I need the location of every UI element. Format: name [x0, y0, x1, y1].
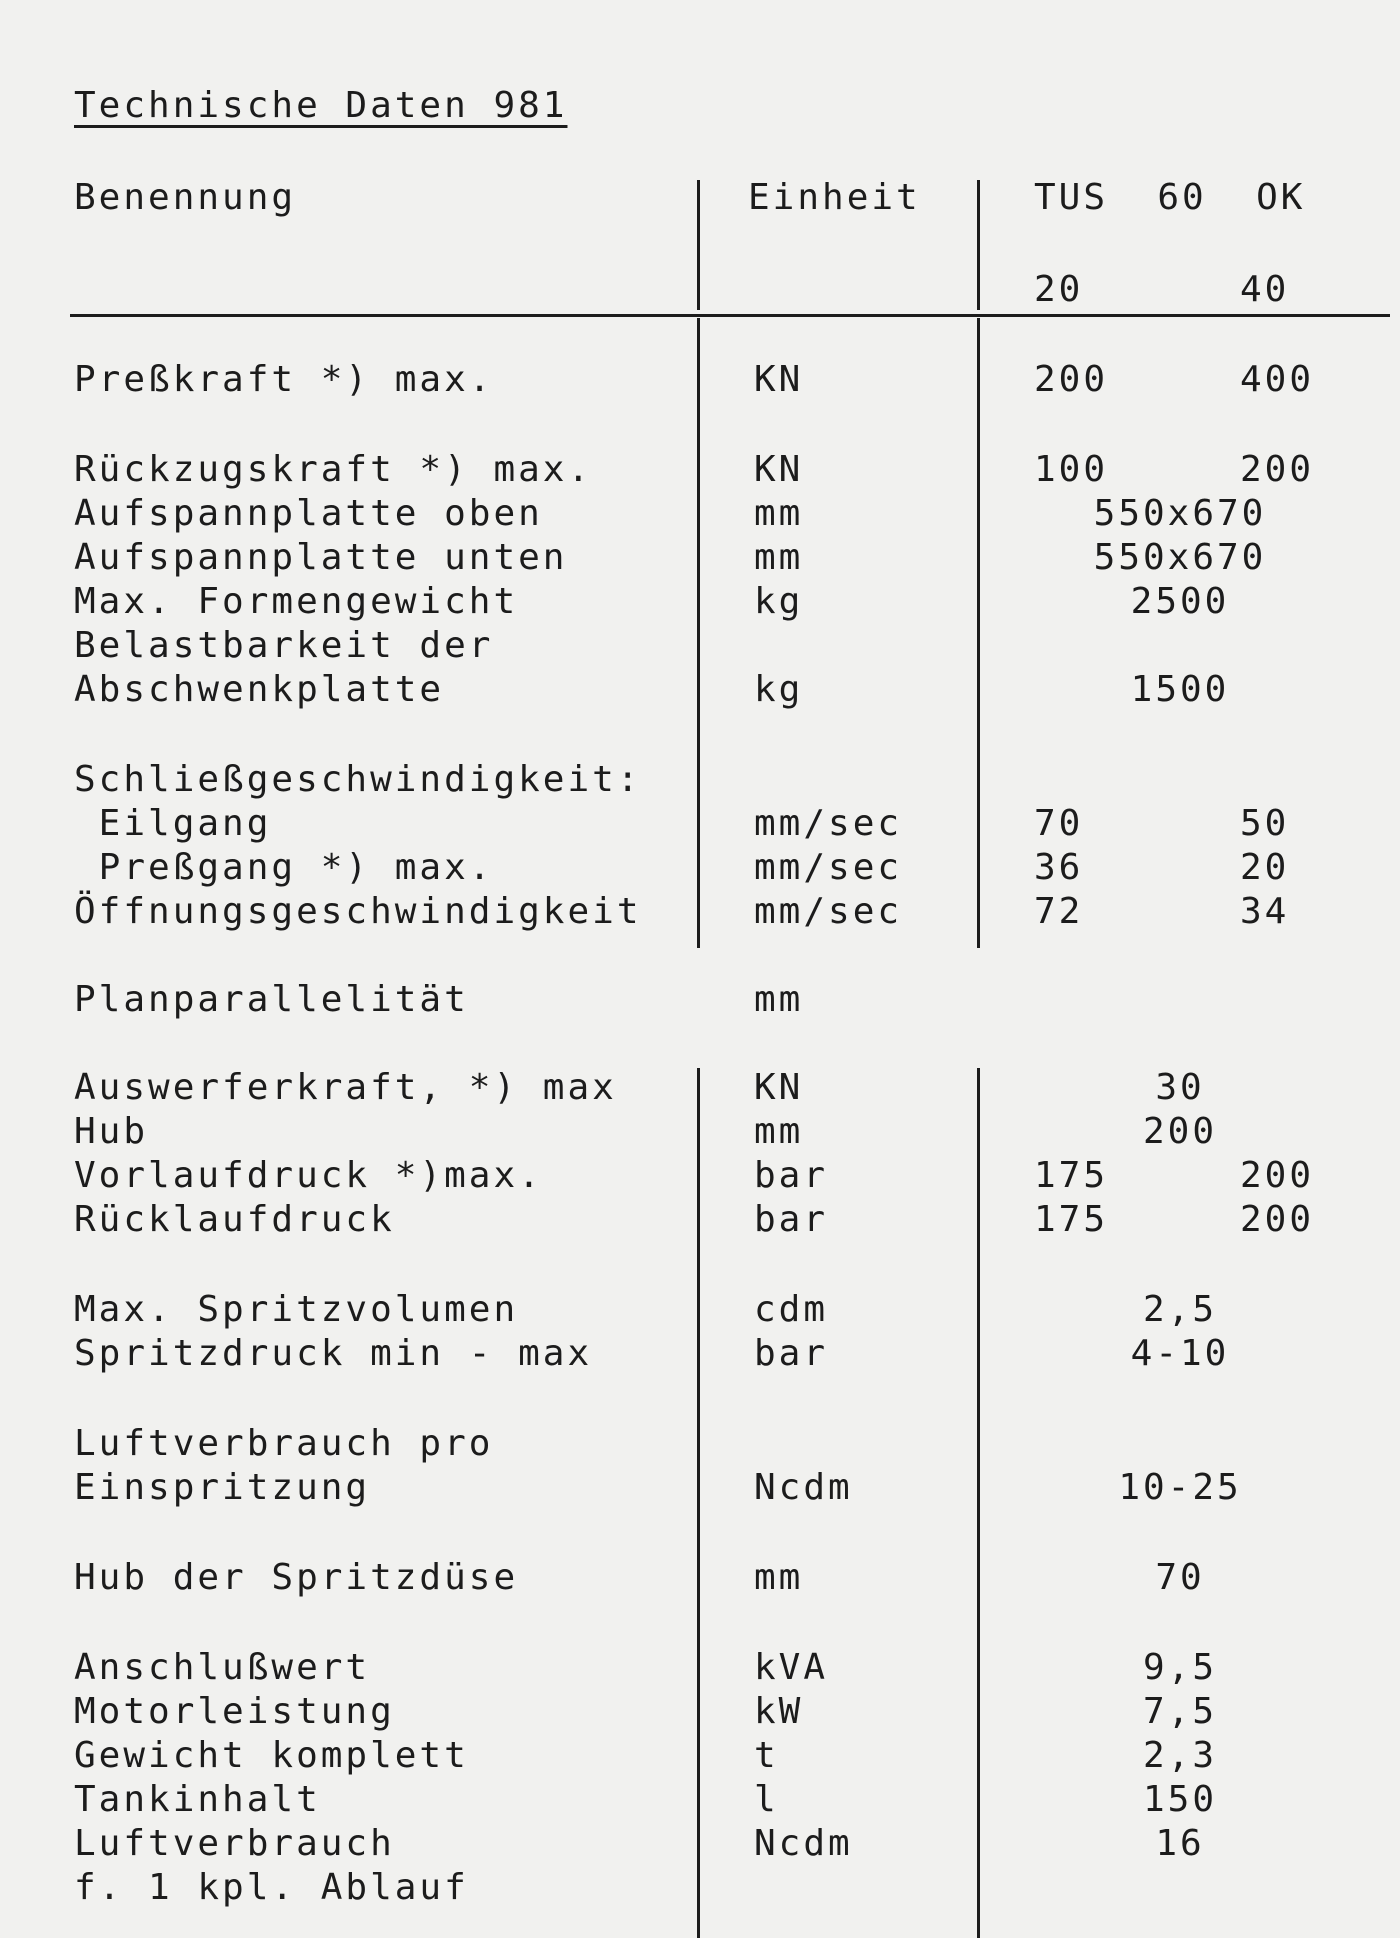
column-divider-2: [977, 180, 980, 310]
header-einheit: Einheit: [748, 177, 921, 218]
row-unit: KN: [754, 449, 804, 490]
row-value-40: 50: [1240, 803, 1290, 844]
row-label: f. 1 kpl. Ablauf: [74, 1867, 469, 1908]
header-rule: [70, 314, 1390, 317]
row-label: Einspritzung: [74, 1467, 371, 1508]
row-value: 2,5: [1142, 1289, 1218, 1330]
row-label: Rückzugskraft *) max.: [74, 449, 593, 490]
row-value: 30: [1155, 1067, 1205, 1108]
row-label: Anschlußwert: [74, 1647, 371, 1688]
row-unit: Ncdm: [754, 1823, 853, 1864]
row-value: 70: [1155, 1557, 1205, 1598]
row-value-20: 200: [1034, 359, 1109, 400]
row-value-40: 400: [1240, 359, 1315, 400]
row-label: Gewicht komplett: [74, 1735, 469, 1776]
row-label: Motorleistung: [74, 1691, 395, 1732]
row-value-20: 175: [1034, 1199, 1109, 1240]
row-value-20: 36: [1034, 847, 1084, 888]
row-label: Spritzdruck min - max: [74, 1333, 593, 1374]
row-unit: mm/sec: [754, 803, 903, 844]
row-unit: mm: [754, 1557, 804, 1598]
row-label: Belastbarkeit der: [74, 625, 494, 666]
row-value-20: 72: [1034, 891, 1084, 932]
row-value-20: 175: [1034, 1155, 1109, 1196]
row-label: Tankinhalt: [74, 1779, 321, 1820]
row-value: 4-10: [1130, 1333, 1230, 1374]
column-divider-2: [977, 1068, 980, 1938]
row-label: Planparallelität: [74, 979, 469, 1020]
row-value: 2,3: [1142, 1735, 1218, 1776]
row-unit: mm: [754, 493, 804, 534]
row-value: 150: [1142, 1779, 1218, 1820]
row-value: 550x670: [1093, 537, 1267, 578]
row-unit: kg: [754, 581, 804, 622]
row-value-40: 200: [1240, 1155, 1315, 1196]
row-label: Abschwenkplatte: [74, 669, 445, 710]
row-unit: Ncdm: [754, 1467, 853, 1508]
row-label: Preßkraft *) max.: [74, 359, 494, 400]
row-unit: KN: [754, 359, 804, 400]
row-value-20: 70: [1034, 803, 1084, 844]
row-unit: l: [754, 1779, 779, 1820]
column-divider-1: [697, 318, 700, 948]
row-unit: kg: [754, 669, 804, 710]
row-value: 1500: [1130, 669, 1230, 710]
row-value-40: 34: [1240, 891, 1290, 932]
row-label: Preßgang *) max.: [74, 847, 494, 888]
row-unit: KN: [754, 1067, 804, 1108]
row-label: Schließgeschwindigkeit:: [74, 759, 642, 800]
row-value: 2500: [1130, 581, 1230, 622]
header-model: TUS 60 OK: [1034, 177, 1306, 218]
row-label: Max. Spritzvolumen: [74, 1289, 519, 1330]
header-benennung: Benennung: [74, 177, 297, 218]
row-value: 16: [1155, 1823, 1205, 1864]
row-label: Auswerferkraft, *) max: [74, 1067, 617, 1108]
row-value-40: 20: [1240, 847, 1290, 888]
row-value: 200: [1142, 1111, 1218, 1152]
row-unit: mm/sec: [754, 847, 903, 888]
row-label: Luftverbrauch pro: [74, 1423, 494, 1464]
row-value-40: 200: [1240, 449, 1315, 490]
column-divider-1: [697, 1068, 700, 1938]
row-unit: bar: [754, 1333, 829, 1374]
row-label: Öffnungsgeschwindigkeit: [74, 891, 642, 932]
row-label: Eilgang: [74, 803, 272, 844]
row-value: 7,5: [1142, 1691, 1218, 1732]
header-variant-40: 40: [1240, 269, 1290, 310]
column-divider-2: [977, 318, 980, 948]
page-title: Technische Daten 981: [74, 85, 568, 126]
row-unit: bar: [754, 1155, 829, 1196]
row-unit: kVA: [754, 1647, 829, 1688]
row-unit: bar: [754, 1199, 829, 1240]
column-divider-1: [697, 180, 700, 310]
row-value-20: 100: [1034, 449, 1109, 490]
row-unit: mm: [754, 979, 804, 1020]
row-value: 10-25: [1118, 1467, 1242, 1508]
row-value: 550x670: [1093, 493, 1267, 534]
row-unit: t: [754, 1735, 779, 1776]
row-unit: mm: [754, 1111, 804, 1152]
row-label: Rücklaufdruck: [74, 1199, 395, 1240]
row-label: Max. Formengewicht: [74, 581, 519, 622]
header-variant-20: 20: [1034, 269, 1084, 310]
row-label: Aufspannplatte oben: [74, 493, 543, 534]
row-value: 9,5: [1142, 1647, 1218, 1688]
row-unit: mm/sec: [754, 891, 903, 932]
row-unit: cdm: [754, 1289, 829, 1330]
row-label: Aufspannplatte unten: [74, 537, 568, 578]
row-unit: kW: [754, 1691, 804, 1732]
row-label: Hub: [74, 1111, 149, 1152]
row-value-40: 200: [1240, 1199, 1315, 1240]
row-label: Hub der Spritzdüse: [74, 1557, 519, 1598]
row-label: Luftverbrauch: [74, 1823, 395, 1864]
row-label: Vorlaufdruck *)max.: [74, 1155, 543, 1196]
row-unit: mm: [754, 537, 804, 578]
